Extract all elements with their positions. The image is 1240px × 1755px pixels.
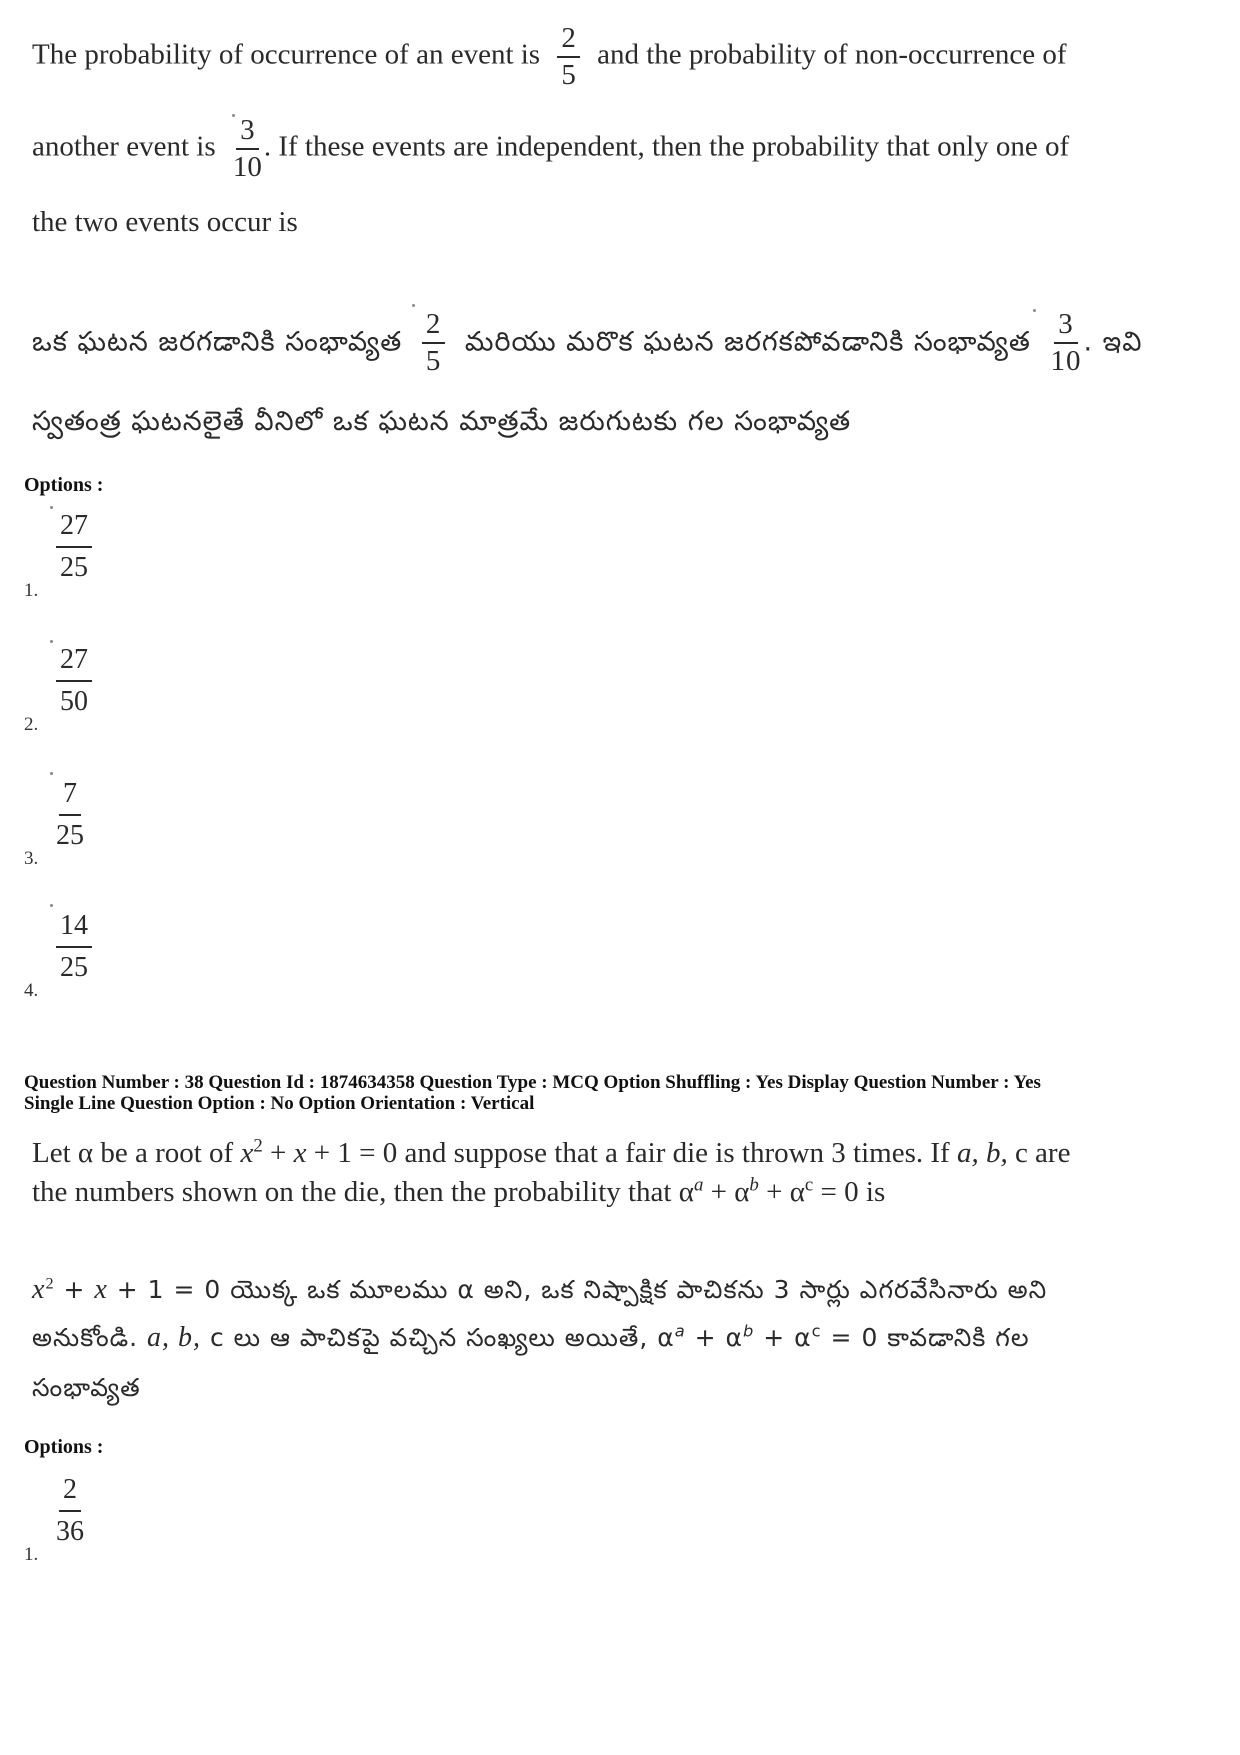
q38-te-text: + α [685,1323,744,1352]
q38-option-1[interactable] [24,1476,224,1566]
q37-en-fraction-2-numerator: 3 [236,116,259,150]
option-denominator: 25 [60,952,88,983]
option-fraction [56,912,92,982]
q37-te-fraction-2-numerator: 3 [1054,310,1078,344]
option-fraction [56,780,84,850]
scan-dot [50,640,53,643]
option-fraction [56,1476,84,1546]
option-number: 1. [24,1544,39,1565]
q37-te-fraction-2 [1051,310,1082,376]
q37-telugu-line-2 [32,404,851,440]
q38-te-text: సంభావ్యత [32,1373,141,1402]
q38-en-var: x [240,1137,254,1169]
q38-en-var: x [293,1137,307,1169]
option-number: 2. [24,714,39,735]
q37-english-line-3 [32,203,298,241]
q38-te-text: అనుకోండి. [32,1323,148,1352]
q38-te-var: x [32,1274,46,1305]
option-number: 3. [24,848,39,869]
option-numerator: 27 [56,512,92,548]
scan-dot [50,506,53,509]
option-number: 4. [24,980,39,1001]
q38-te-sup: b [743,1321,755,1341]
option-fraction [56,646,92,716]
q37-en-text-5: the two events occur is [32,206,298,238]
q37-options-label: Options : [24,474,104,496]
scan-dot [1033,309,1036,312]
q37-en-fraction-2 [233,116,262,182]
q38-telugu-line-2 [32,1320,1030,1356]
q38-metadata [24,1072,1224,1114]
q37-option-4[interactable] [24,912,224,1002]
q37-en-text-2: and the probability of non-occurrence of [597,38,1067,71]
q38-te-text: + 1 = 0 యొక్క ఒక మూలము α అని, ఒక నిష్పాక్షిక పాచికను 3 సార్లు ఎగరవేసినారు అని [107,1275,1048,1304]
q38-te-text: = 0 కావడానికి గల [821,1323,1030,1352]
option-denominator: 36 [56,1516,84,1547]
q37-en-fraction-2-denominator: 10 [232,151,262,183]
q38-en-text: = 0 is [813,1176,886,1208]
scan-dot [232,114,235,117]
q38-en-text: + α [758,1176,805,1208]
q38-te-sup: 2 [45,1274,55,1293]
q38-te-sup: a [674,1321,686,1341]
q38-en-text: + [262,1137,294,1169]
q37-te-text-2: మరియు మరొక ఘటన జరగకపోవడానికి సంభావ్యత [464,326,1031,358]
option-denominator: 50 [60,686,88,717]
q38-english-line-2 [32,1173,885,1211]
q37-en-text-3: another event is [32,130,216,163]
q38-en-text: Let α be a root of [32,1137,241,1169]
q38-en-text: + α [703,1176,750,1208]
q37-english-line-1 [32,24,1067,90]
q38-en-var: a, b, [956,1137,1008,1169]
q37-en-fraction-1-numerator: 2 [557,24,580,58]
q38-en-text: the numbers shown on the die, then the probability that α [32,1176,694,1208]
q38-en-text: + 1 = 0 and suppose that a fair die is thrown 3 times. If [306,1137,957,1169]
q37-te-fraction-2-denominator: 10 [1050,345,1082,377]
q37-en-text-4: . If these events are independent, then the probability that only one of [263,130,1070,163]
option-numerator: 14 [56,912,92,948]
option-numerator: 2 [59,1476,81,1512]
q38-te-var: a, b, [147,1322,202,1353]
q37-en-fraction-1 [557,24,580,90]
q38-en-sup: a [693,1174,704,1196]
q38-te-text: c లు ఆ పాచికపై వచ్చిన సంఖ్యలు అయితే, α [201,1323,675,1352]
q37-option-1[interactable] [24,512,224,602]
q38-en-sup: 2 [253,1135,263,1157]
q37-te-fraction-1-numerator: 2 [422,310,446,344]
q37-option-3[interactable] [24,780,224,870]
q38-english-line-1 [32,1134,1070,1172]
q38-te-text: + α [754,1323,812,1352]
q37-te-fraction-1 [422,310,446,376]
q38-metadata-line-2: Single Line Question Option : No Option Orientation : Vertical [24,1093,535,1114]
q38-en-sup: c [804,1174,814,1196]
q37-telugu-line-1 [32,310,1142,376]
option-denominator: 25 [60,552,88,583]
q37-te-fraction-1-denominator: 5 [425,345,442,377]
q38-te-text: + [54,1275,95,1304]
option-numerator: 27 [56,646,92,682]
q37-te-text-1: ఒక ఘటన జరగడానికి సంభావ్యత [32,326,403,358]
q37-en-text-1: The probability of occurrence of an event is [32,38,541,71]
option-number: 1. [24,580,39,601]
q37-te-text-3: . ఇవి [1083,326,1143,358]
option-denominator: 25 [56,820,84,851]
q37-english-line-2 [32,116,1069,182]
scan-dot [412,304,415,307]
q38-options-label: Options : [24,1436,104,1458]
q38-telugu-line-3 [32,1370,141,1406]
q37-en-fraction-1-denominator: 5 [561,59,576,91]
q37-option-2[interactable] [24,646,224,736]
scan-dot [50,904,53,907]
q38-en-text: c are [1007,1137,1071,1169]
q38-metadata-line-1: Question Number : 38 Question Id : 1874634358 Question Type : MCQ Option Shuffling : Yes Display Question Number : Yes [24,1072,1041,1093]
q37-te-text-4: స్వతంత్ర ఘటనలైతే వీనిలో ఒక ఘటన మాత్రమే జరుగుటకు గల సంభావ్యత [32,406,852,437]
q38-en-sup: b [749,1174,759,1196]
option-numerator: 7 [59,780,81,816]
option-fraction [56,512,92,582]
q38-telugu-line-1 [32,1272,1047,1308]
q38-te-sup: c [811,1321,822,1341]
q38-te-var: x [94,1274,108,1305]
scan-dot [50,772,53,775]
